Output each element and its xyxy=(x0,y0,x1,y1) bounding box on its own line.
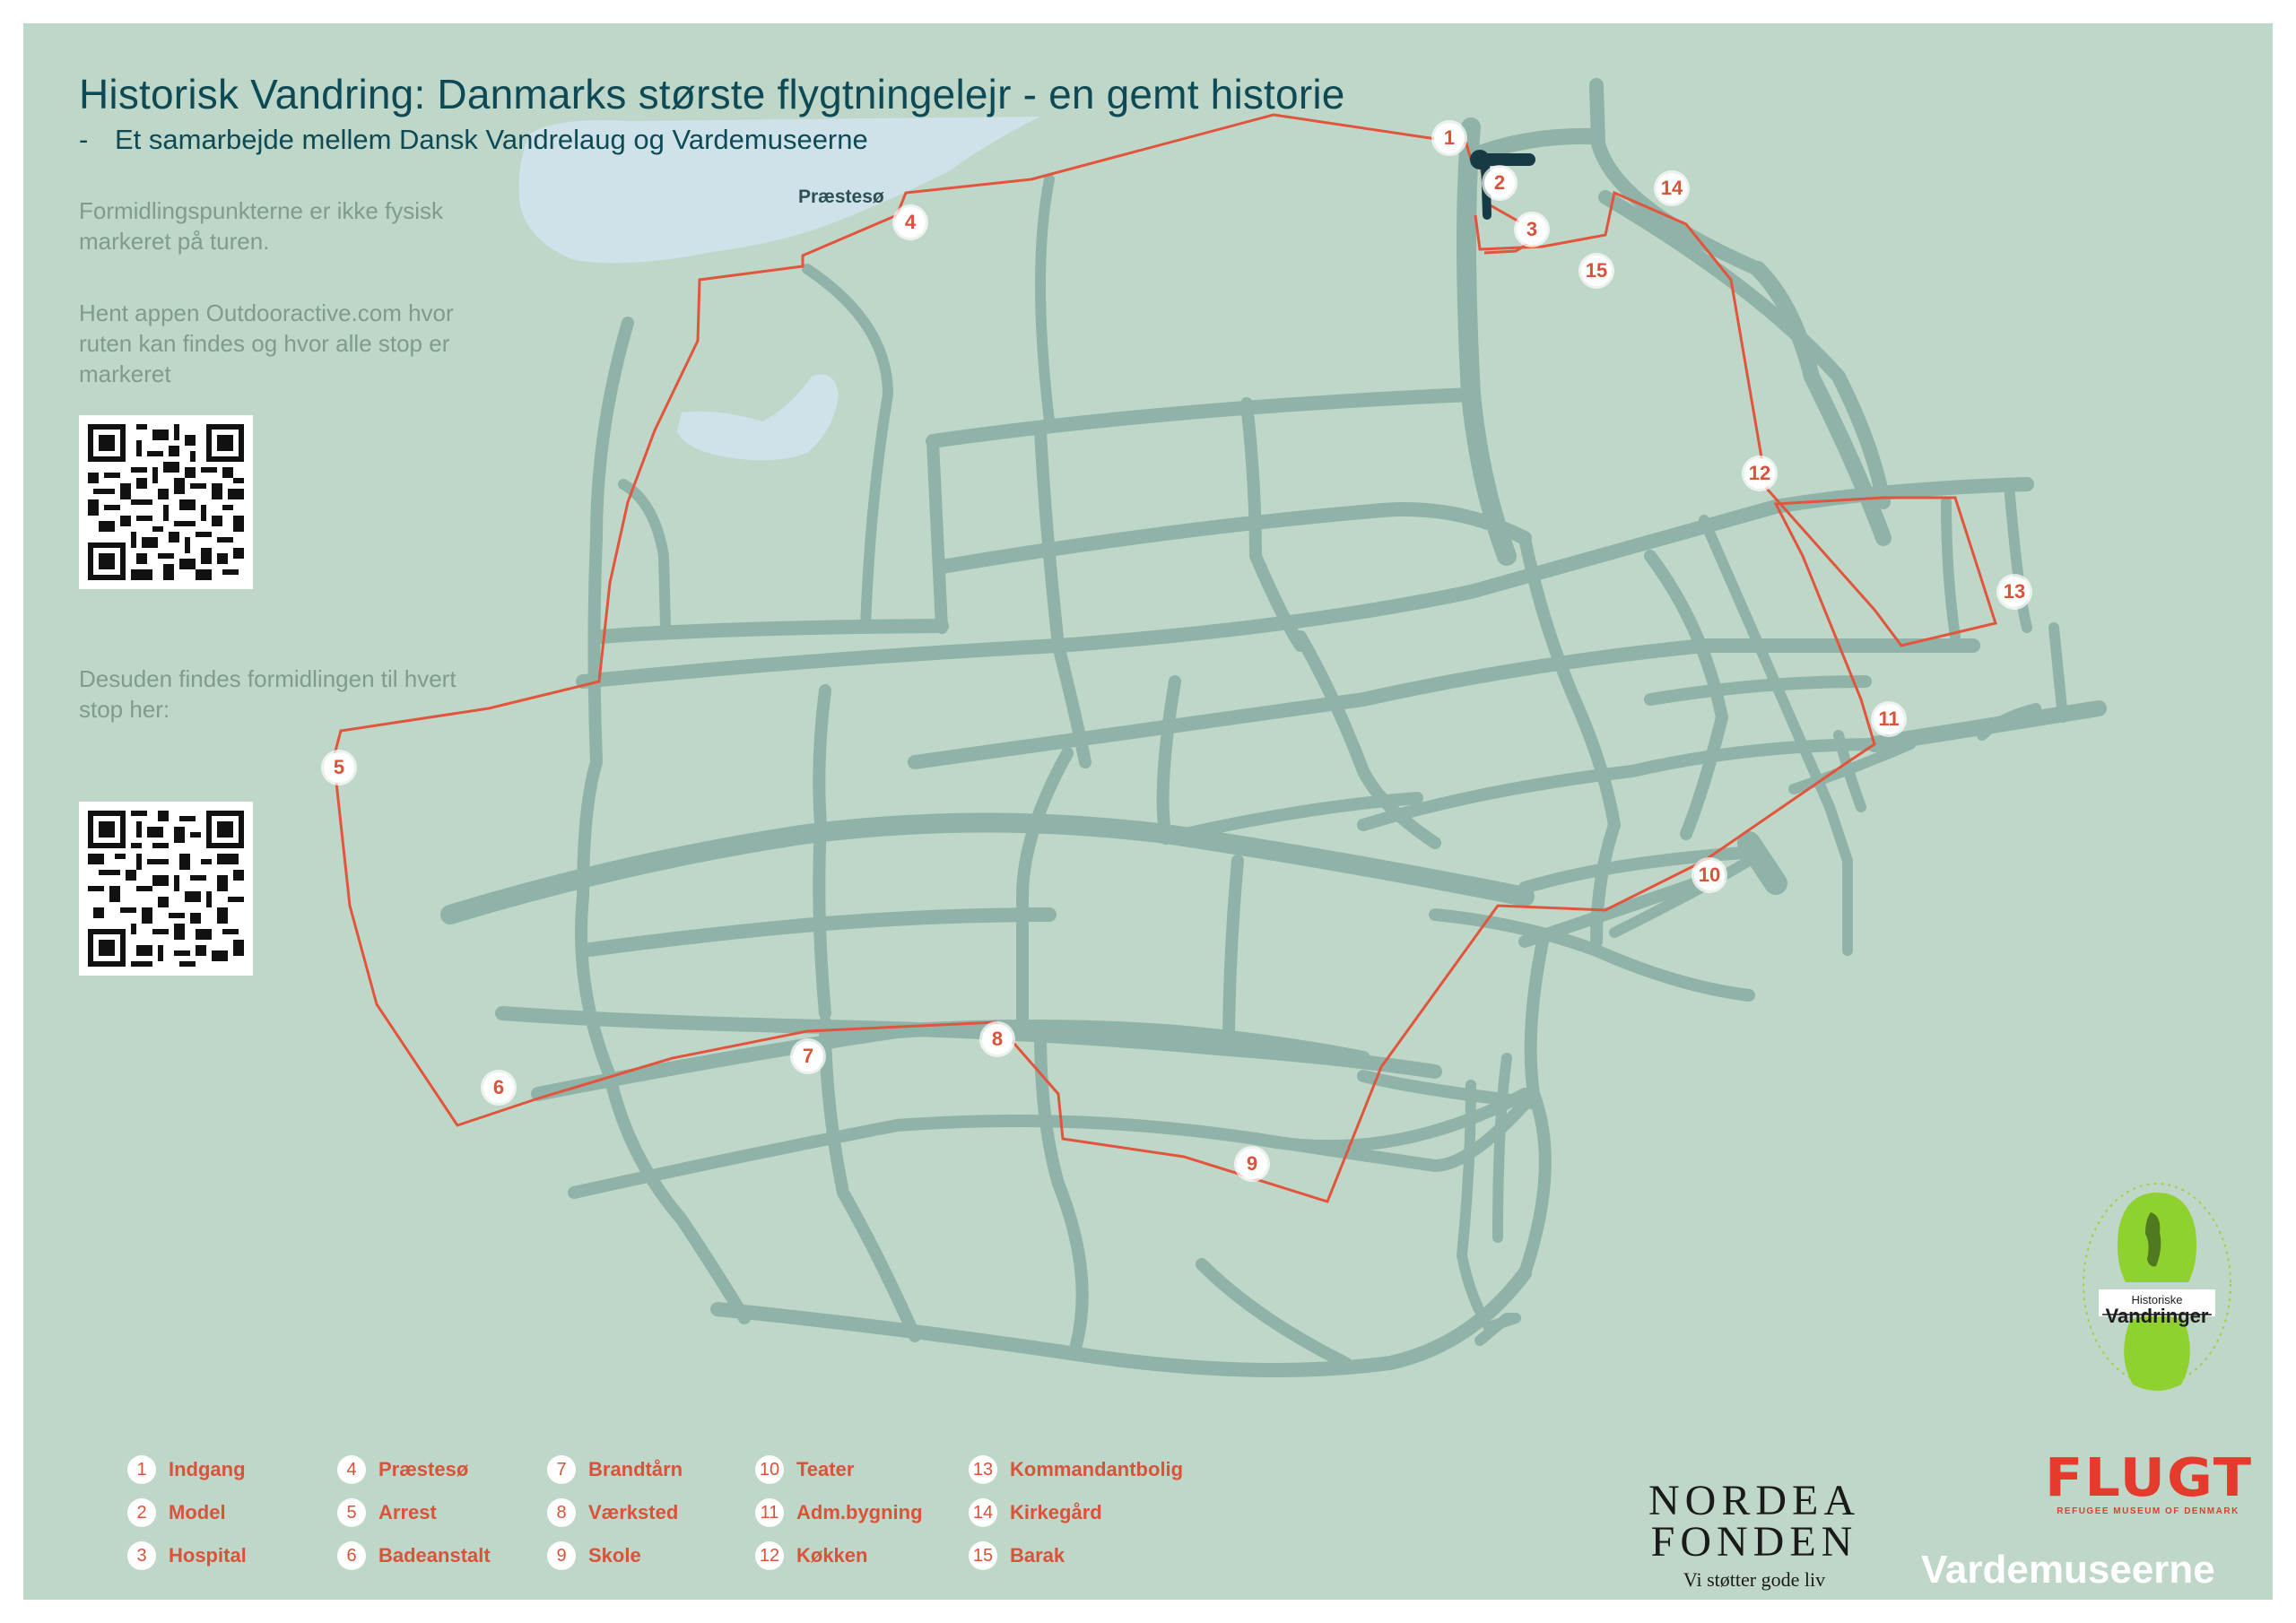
road-network xyxy=(450,85,2099,1370)
nordea-fonden-logo xyxy=(1620,1477,1889,1592)
legend-item xyxy=(547,1498,678,1527)
legend-item xyxy=(969,1541,1065,1570)
map-stop-6[interactable]: 6 xyxy=(483,1072,514,1103)
map-stop-9[interactable]: 9 xyxy=(1237,1149,1267,1179)
legend-label: Arrest xyxy=(378,1501,437,1523)
qr-code-outdooractive[interactable] xyxy=(79,415,253,589)
map-stop-3[interactable]: 3 xyxy=(1517,214,1547,245)
map-stop-7[interactable]: 7 xyxy=(793,1041,823,1072)
legend-item xyxy=(337,1541,491,1570)
map-stop-4[interactable]: 4 xyxy=(895,207,926,238)
map-stop-2[interactable]: 2 xyxy=(1484,168,1515,198)
subtitle-text: Et samarbejde mellem Dansk Vandrelaug og Vardemuseerne xyxy=(115,124,868,155)
subtitle-dash-icon: - xyxy=(79,124,89,155)
legend-item xyxy=(755,1455,854,1484)
legend-label: Adm.bygning xyxy=(796,1501,923,1523)
map-stop-13[interactable]: 13 xyxy=(1999,577,2030,607)
legend-label: Kommandantbolig xyxy=(1010,1458,1184,1480)
badge-small-text: Historiske xyxy=(2131,1293,2183,1306)
legend-number: 7 xyxy=(547,1455,576,1484)
flugt-wordmark: FLUGT xyxy=(2045,1445,2254,1509)
legend-label: Barak xyxy=(1010,1544,1065,1567)
qr-icon xyxy=(88,424,244,580)
legend-label: Værksted xyxy=(588,1501,679,1523)
map-poster xyxy=(23,23,2273,1600)
legend-number: 14 xyxy=(969,1498,997,1527)
legend-number: 5 xyxy=(337,1498,366,1527)
nordea-line-2: FONDEN xyxy=(1650,1518,1858,1566)
legend-item xyxy=(755,1498,923,1527)
legend-number: 3 xyxy=(127,1541,156,1570)
legend-item xyxy=(547,1541,641,1570)
legend-item xyxy=(969,1455,1183,1484)
legend-label: Teater xyxy=(796,1458,855,1480)
legend-number: 12 xyxy=(755,1541,784,1570)
legend-item xyxy=(127,1498,226,1527)
legend-number: 4 xyxy=(337,1455,366,1484)
map-stop-5[interactable]: 5 xyxy=(324,752,354,783)
map-stop-14[interactable]: 14 xyxy=(1657,173,1687,204)
legend-number: 8 xyxy=(547,1498,576,1527)
legend-label: Køkken xyxy=(796,1544,868,1567)
legend-number: 9 xyxy=(547,1541,576,1570)
vardemuseerne-logo: Vardemuseerne xyxy=(1921,1548,2215,1592)
map-canvas[interactable] xyxy=(23,23,2273,1600)
legend-label: Præstesø xyxy=(378,1458,469,1480)
legend-number: 6 xyxy=(337,1541,366,1570)
nordea-line-1: NORDEA xyxy=(1648,1477,1860,1524)
legend-item xyxy=(337,1498,437,1527)
legend-number: 10 xyxy=(755,1455,784,1484)
page-title: Historisk Vandring: Danmarks største flygtningelejr - en gemt historie xyxy=(79,71,1345,117)
map-stop-10[interactable]: 10 xyxy=(1694,860,1725,890)
legend-item xyxy=(547,1455,683,1484)
flugt-logo xyxy=(2045,1445,2254,1516)
legend-label: Kirkegård xyxy=(1010,1501,1102,1523)
map-stop-8[interactable]: 8 xyxy=(982,1024,1013,1055)
map-stop-12[interactable]: 12 xyxy=(1744,458,1775,489)
legend-number: 15 xyxy=(969,1541,997,1570)
lake-label: Præstesø xyxy=(798,187,884,207)
info-app: Hent appen Outdooractive.com hvor ruten kan findes og hvor alle stop er markeret xyxy=(79,299,454,387)
legend-number: 1 xyxy=(127,1455,156,1484)
legend-item xyxy=(127,1541,247,1570)
legend-item xyxy=(755,1541,867,1570)
badge-big-text: Vandringer xyxy=(2105,1305,2209,1327)
qr-code-formidling[interactable] xyxy=(79,802,253,976)
info-note: Formidlingspunkterne er ikke fysisk markeret på turen. xyxy=(79,197,444,255)
legend-label: Model xyxy=(169,1501,226,1523)
legend-label: Badeanstalt xyxy=(378,1544,491,1567)
legend-label: Brandtårn xyxy=(588,1458,683,1480)
map-stop-11[interactable]: 11 xyxy=(1874,704,1904,734)
legend-number: 2 xyxy=(127,1498,156,1527)
info-extra: Desuden findes formidlingen til hvert stop her: xyxy=(79,665,457,723)
nordea-tagline: Vi støtter gode liv xyxy=(1683,1568,1826,1591)
legend-item xyxy=(127,1455,246,1484)
map-stop-15[interactable]: 15 xyxy=(1581,256,1612,286)
legend-label: Skole xyxy=(588,1544,641,1567)
page-subtitle xyxy=(79,124,868,156)
legend-item xyxy=(337,1455,468,1484)
legend-item xyxy=(969,1498,1102,1527)
legend-label: Hospital xyxy=(169,1544,247,1567)
legend-number: 13 xyxy=(969,1455,997,1484)
legend-label: Indgang xyxy=(169,1458,246,1480)
flugt-subtitle: REFUGEE MUSEUM OF DENMARK xyxy=(2057,1506,2239,1516)
historiske-vandringer-badge xyxy=(2063,1176,2251,1410)
map-stop-1[interactable]: 1 xyxy=(1434,123,1465,153)
qr-icon xyxy=(88,811,244,967)
legend-number: 11 xyxy=(755,1498,784,1527)
lake-small xyxy=(677,375,839,461)
